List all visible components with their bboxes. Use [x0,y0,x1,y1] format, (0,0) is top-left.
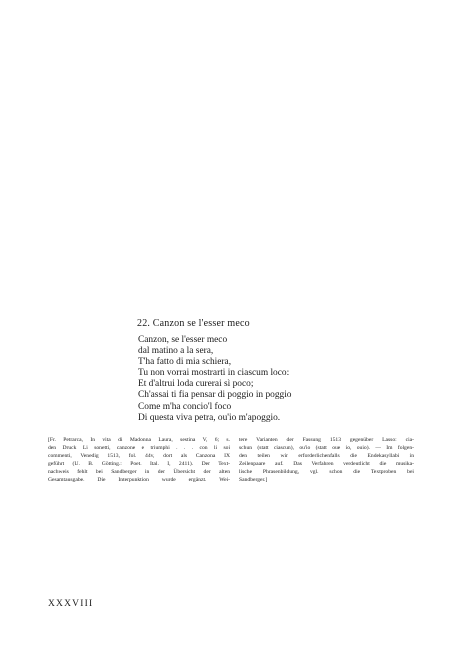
poem-line: Canzon, se l'esser meco [138,335,228,345]
poem-line: Ch'assai ti fia pensar di poggio in poggio [138,390,292,401]
poem-line: T'ha fatto di mia schiera, [138,357,232,368]
page-number: XXXVIII [48,599,94,609]
footnote-line: lische Phrasenbildung, vgl. schon die Textproben bei [239,469,414,476]
poem-line: Di questa viva petra, ou'io m'apoggio. [138,412,281,423]
footnote-line: den teilen wir erforderlichenfalls die Endekasyllabi in [239,453,414,460]
poem-line: Tu non vorrai mostrarti in ciascum loco: [138,368,290,379]
footnote-left-column [48,436,230,485]
poem-line: dal matino a la sera, [138,346,214,357]
footnote-right-column [239,436,414,485]
footnote-line: schun (statt ciascun), ou'io (statt oue io, ouio). — Im folgen- [239,445,414,452]
poem-text [138,335,292,424]
poem-line: Come m'ha concio'l foco [138,401,232,412]
footnote-line: den Druck Li sonetti, canzone e triumphi . . . con li soi [48,445,230,452]
footnote-line: Sandberger.] [239,477,268,484]
poem-line: Et d'altrui loda curerai sì poco; [138,379,254,390]
footnote-line: commenti, Venedig 1513, fol. 44v, dort als Canzona IX [48,453,230,460]
footnote-line: Zeilenpaare auf. Das Verfahren verdeutlicht die musika- [239,461,414,468]
footnote-line: nachweis fehlt bei Sandberger in der Übersicht der alten [48,469,230,476]
footnote-line: [Fr. Petrarca, In vita di Madonna Laura, sestina V, 6; s. [48,437,230,443]
footnote-line: tere Varianten der Fassung 1513 gegenüber Lasso: cia- [239,437,414,443]
footnote-line: Gesamtausgabe. Die Interpunktion wurde ergänzt. Wei- [48,477,230,484]
footnote-line: geführt (U. B. Götting.: Poet. Ital. I, 2411). Der Text- [48,461,230,468]
poem-title: 22. Canzon se l'esser meco [137,318,250,329]
